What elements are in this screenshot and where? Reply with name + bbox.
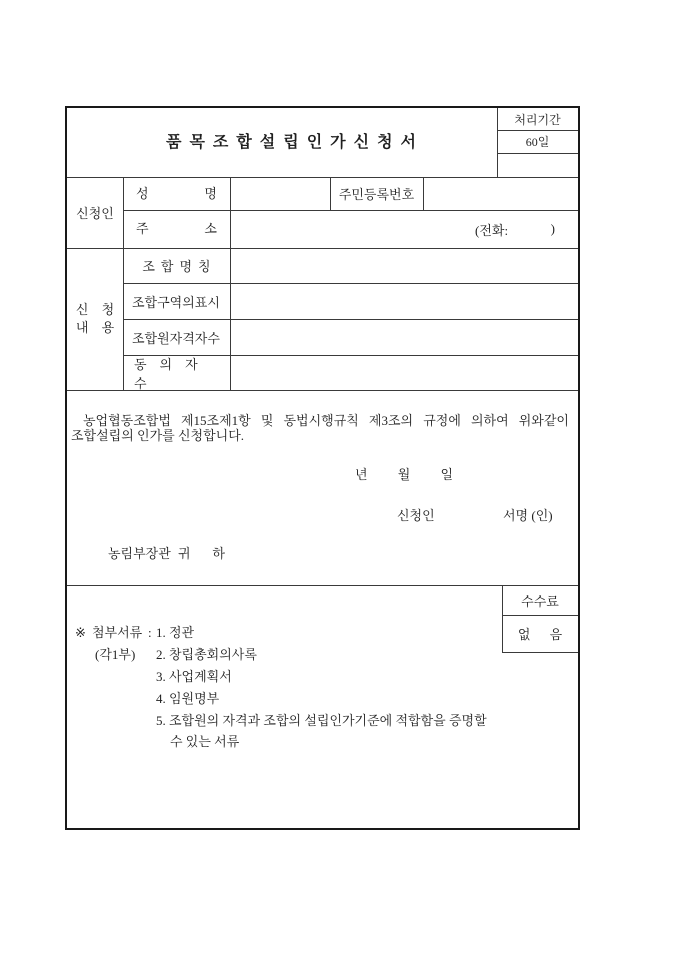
qualified-members-label: 조합원자격자수: [132, 330, 220, 346]
grid-line: [423, 177, 424, 210]
content-header-line1: 신 청: [75, 302, 115, 317]
consenters-count-label: 동의자수: [134, 356, 211, 391]
grid-line: [502, 652, 578, 653]
phone-suffix: ): [550, 221, 555, 236]
attachment-item: 2. 창립총회의사록: [156, 647, 257, 662]
attachments-colon: :: [148, 625, 152, 640]
attachment-item: 1. 정관: [156, 625, 195, 640]
form-title: 품목조합설립인가신청서: [165, 134, 425, 151]
date-year-label: 년: [355, 467, 368, 482]
date-line: [355, 464, 453, 483]
attachment-item: 3. 사업계획서: [156, 669, 232, 684]
attachments-copies-note: (각1부): [95, 647, 136, 662]
address-label: 주 소: [136, 221, 217, 236]
content-section-header: [67, 248, 123, 390]
fee-value: 없 음: [517, 627, 563, 642]
processing-period-label: 처리기간: [514, 112, 561, 127]
grid-line: [497, 153, 578, 154]
name-label: 성 명: [136, 186, 217, 201]
attachments-header: 첨부서류: [92, 625, 143, 640]
coop-district-label: 조합구역의표시: [132, 294, 220, 310]
signer-label: 신청인: [397, 508, 435, 523]
date-month-label: 월: [397, 467, 411, 482]
signature-seal-label: 서명 (인): [503, 508, 553, 523]
attachment-item: 4. 임원명부: [156, 691, 220, 706]
coop-name-label: 조합명칭: [142, 259, 217, 274]
attachments-marker-icon: ※: [75, 625, 86, 640]
declaration-line1: 농업협동조합법 제15조제1항 및 동법시행규칙 제3조의 규정에 의하여 위와같이: [83, 413, 569, 428]
applicant-section-header: 신청인: [76, 206, 114, 221]
resident-number-label: 주민등록번호: [338, 187, 415, 202]
recipient-line: 농림부장관 귀 하: [108, 546, 225, 561]
attachment-item-continuation: 수 있는 서류: [170, 734, 240, 749]
fee-label: 수수료: [521, 593, 559, 609]
declaration-line2: 조합설립의 인가를 신청합니다.: [71, 428, 245, 443]
phone-prefix: (전화:: [475, 222, 509, 238]
attachment-item: 5. 조합원의 자격과 조합의 설립인가기준에 적합함을 증명할: [156, 713, 487, 728]
phone-field: [475, 210, 555, 248]
date-day-label: 일: [440, 467, 453, 482]
application-form: [65, 106, 580, 830]
content-header-line2: 내 용: [75, 320, 115, 335]
processing-period-value: 60일: [525, 135, 550, 149]
